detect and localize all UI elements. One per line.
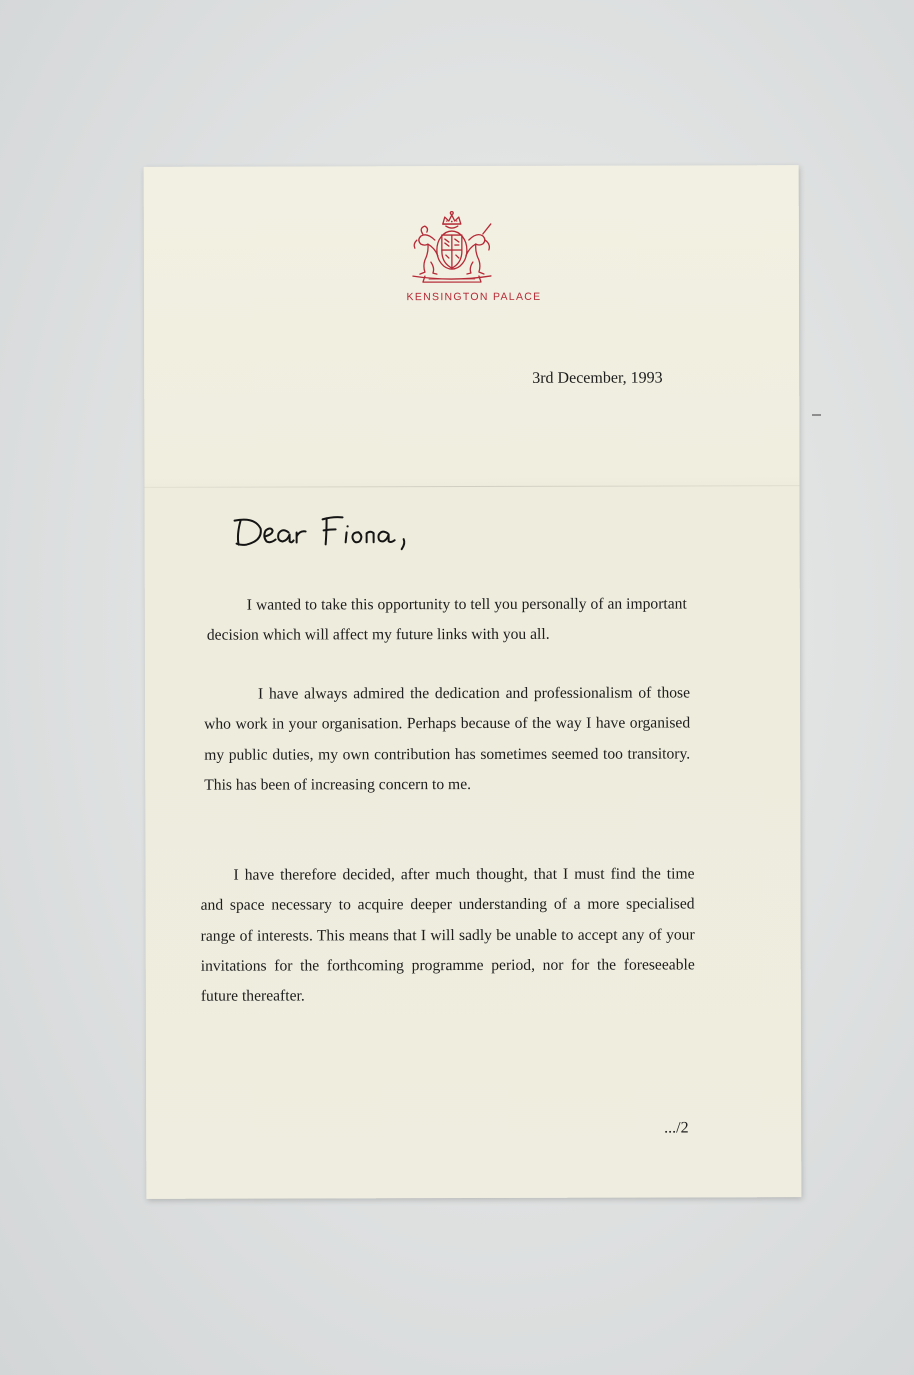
fold-crease — [144, 485, 799, 488]
letter-paragraph: I wanted to take this opportunity to tell you personally of an important decision which will affect my future links with you all. — [206, 595, 687, 644]
letterhead-title: KENSINGTON PALACE — [406, 290, 542, 304]
backdrop-speck — [812, 414, 821, 416]
handwritten-salutation — [233, 508, 423, 558]
letter-date: 3rd December, 1993 — [532, 369, 663, 387]
royal-coat-of-arms-icon — [405, 210, 499, 286]
letter-sheet — [144, 165, 802, 1199]
page-continuation-number: .../2 — [664, 1119, 689, 1137]
letter-paragraph: I have therefore decided, after much thought, that I must find the time and space necessary to acquire deeper understanding of a more specialised range of interests. This means that I will sadly be unable to accept any of your invitations for the forthcoming programme period, nor for the foreseeable future thereafter. — [200, 865, 695, 1005]
letter-paragraph: I have always admired the dedication and professionalism of those who work in your organisation. Perhaps because of the way I have organised my public duties, my own contribution has sometimes seemed too transitory. This has been of increasing concern to me. — [204, 684, 691, 794]
